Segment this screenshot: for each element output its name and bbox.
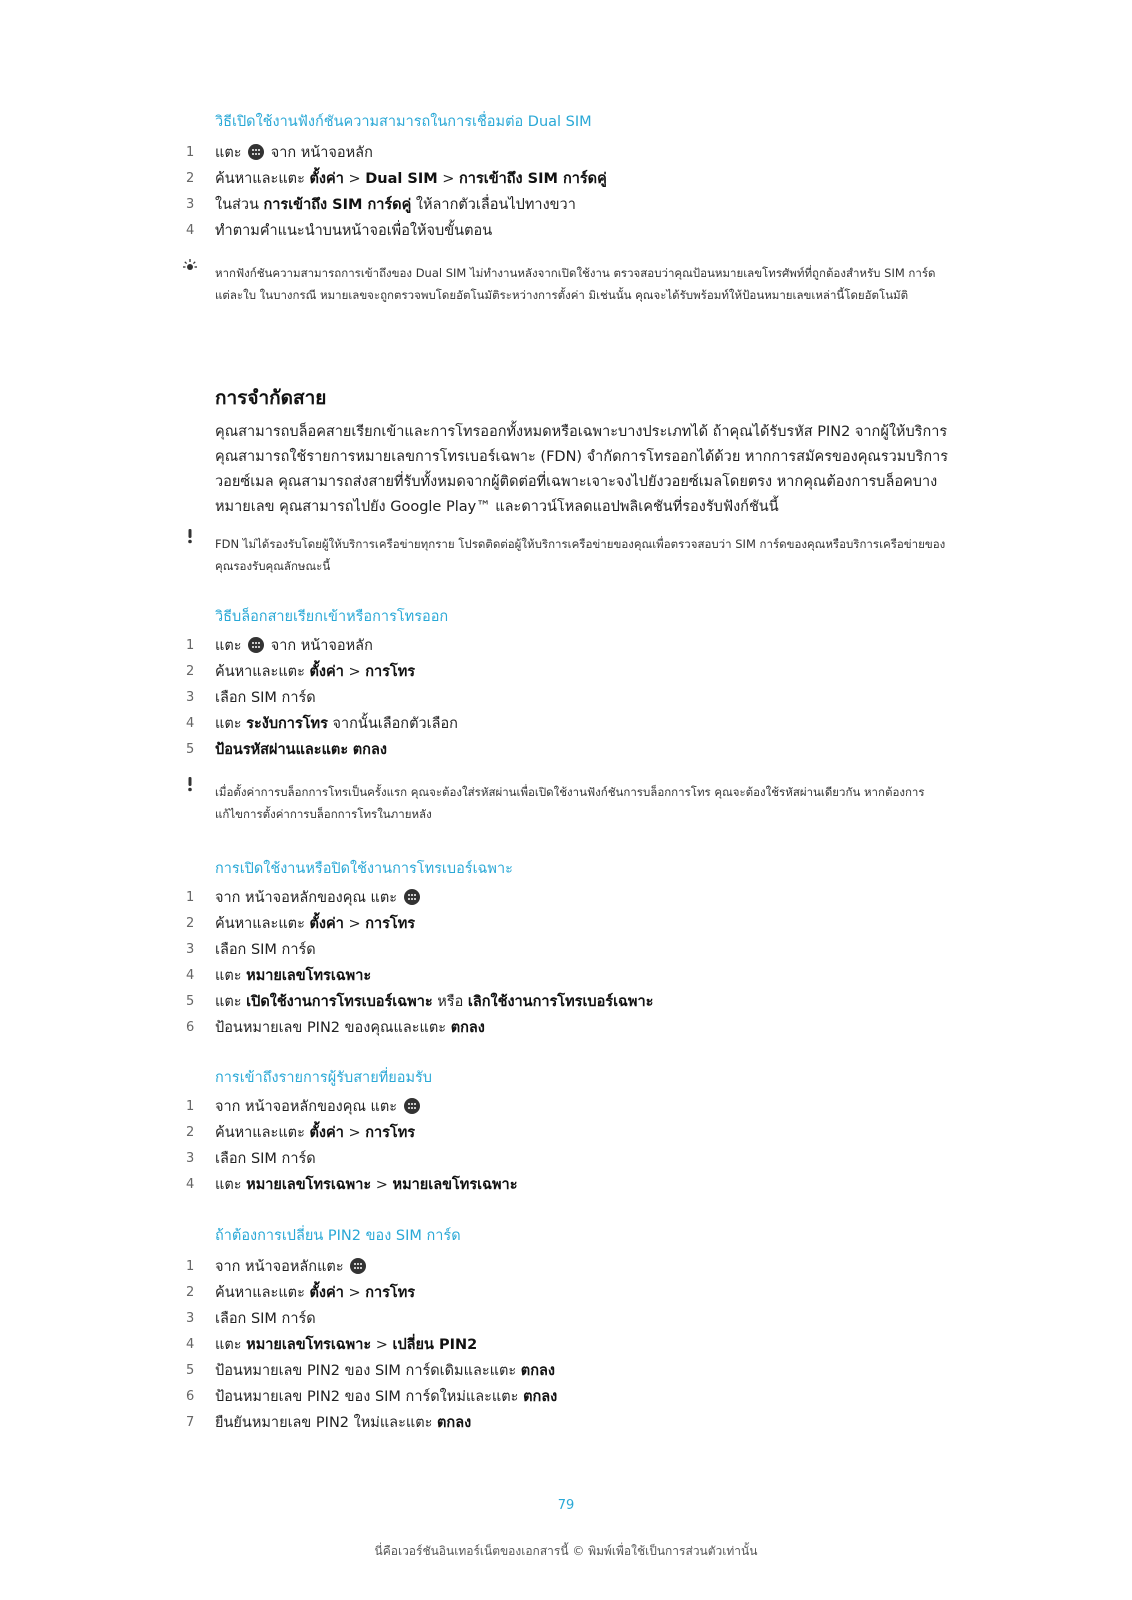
step-item [180, 1384, 940, 1410]
step-number: 3 [186, 690, 195, 705]
steps-accepted-list [180, 1094, 940, 1198]
step-text: แตะ [215, 638, 242, 654]
step-number: 4 [186, 223, 195, 238]
step-number: 4 [186, 1337, 195, 1352]
menu-path-settings: ตั้งค่า [309, 1285, 344, 1301]
step-item [180, 1280, 940, 1306]
step-text: แตะ [215, 994, 242, 1010]
note-block: เมื่อตั้งค่าการบล็อกการโทรเป็นครั้งแรก คุณจะต้องใส่รหัสผ่านเพื่อเปิดใช้งานฟังก์ชันการบล็อกการโทร คุณจะต้องใช้รหัสผ่านเดียวกัน หากต้องการแก้ไขการตั้งค่าการบล็อกการโทรในภายหลัง [215, 785, 925, 821]
step-item [180, 1332, 940, 1358]
step-text: แตะ [215, 716, 242, 732]
menu-path-dual-sim: Dual SIM [365, 171, 438, 187]
step-item [180, 1306, 940, 1332]
step-item [180, 989, 940, 1015]
step-text: แตะ [215, 145, 242, 161]
step-item [180, 711, 940, 737]
menu-path-ok: ตกลง [437, 1415, 472, 1431]
step-item [180, 963, 940, 989]
restrict-paragraph: คุณสามารถบล็อคสายเรียกเข้าและการโทรออกทั้งหมดหรือเฉพาะบางประเภทได้ ถ้าคุณได้รับรหัส PIN2 จากผู้ให้บริการ คุณสามารถใช้รายการหมายเลขการโทรเบอร์เฉพาะ (FDN) จำกัดการโทรออกได้ด้วย หากการสมัครของคุณรวมบริการวอยซ์เมล คุณสามารถส่งสายที่รับทั้งหมดจากผู้ติดต่อที่เฉพาะเจาะจงไปยังวอยซ์เมลโดยตรง หากคุณต้องการบล็อคบางหมายเลข คุณสามารถไปยัง Google Play™ และดาวน์โหลดแอปพลิเคชันที่รองรับฟังก์ชันนี้ [215, 424, 949, 515]
menu-path-settings: ตั้งค่า [309, 916, 344, 932]
step-number: 4 [186, 968, 195, 983]
path-separator: > [348, 664, 361, 680]
menu-path-ok: ตกลง [523, 1389, 558, 1405]
step-number: 5 [186, 1363, 195, 1378]
tip-dual-sim: หากฟังก์ชันความสามารถการเข้าถึงของ Dual SIM ไม่ทำงานหลังจากเปิดใช้งาน ตรวจสอบว่าคุณป้อนหมายเลขโทรศัพท์ที่ถูกต้องสำหรับ SIM การ์ดแต่ละใบ ในบางกรณี หมายเลขจะถูกตรวจพบโดยอัตโนมัติระหว่างการตั้งค่า มิเช่นนั้น คุณจะได้รับพร้อมท์ให้ป้อนหมายเลขเหล่านี้โดยอัตโนมัติ [215, 266, 936, 302]
menu-path-enable-fdn: เปิดใช้งานการโทรเบอร์เฉพาะ [246, 994, 433, 1010]
step-item [180, 685, 940, 711]
step-item [180, 166, 940, 192]
steps-change-pin2 [180, 1254, 940, 1436]
step-number: 1 [186, 890, 195, 905]
step-number: 4 [186, 1177, 195, 1192]
step-text: หรือ [437, 994, 464, 1010]
step-text: ยืนยันหมายเลข PIN2 ใหม่และแตะ [215, 1415, 433, 1431]
step-item [180, 737, 940, 763]
step-number: 5 [186, 994, 195, 1009]
step-item [180, 1120, 940, 1146]
step-text: ป้อนหมายเลข PIN2 ของคุณและแตะ [215, 1020, 447, 1036]
step-number: 5 [186, 742, 195, 757]
step-text: เลือก SIM การ์ด [215, 1311, 316, 1327]
step-text: ป้อนหมายเลข PIN2 ของ SIM การ์ดใหม่และแตะ [215, 1389, 519, 1405]
step-text: จาก หน้าจอหลักของคุณ แตะ [215, 1099, 398, 1115]
step-item [180, 937, 940, 963]
step-text: จาก หน้าจอหลัก [270, 638, 373, 654]
step-text: ค้นหาและแตะ [215, 664, 305, 680]
step-item [180, 1015, 940, 1041]
step-item [180, 1146, 940, 1172]
menu-path-call-barring: ระงับการโทร [246, 716, 328, 732]
step-bold: การเข้าถึง SIM การ์ดคู่ [263, 197, 412, 213]
path-separator: > [348, 1125, 361, 1141]
menu-path-fdn: หมายเลขโทรเฉพาะ [392, 1177, 518, 1193]
menu-path-ok: ตกลง [520, 1363, 555, 1379]
note-fdn: FDN ไม่ได้รองรับโดยผู้ให้บริการเครือข่ายทุกราย โปรดติดต่อผู้ให้บริการเครือข่ายของคุณเพื่อตรวจสอบว่า SIM การ์ดของคุณหรือบริการเครือข่ายของคุณรองรับคุณลักษณะนี้ [215, 537, 946, 573]
step-text: จาก หน้าจอหลักแตะ [215, 1259, 344, 1275]
menu-path-calls: การโทร [365, 916, 416, 932]
path-separator: > [348, 171, 361, 187]
step-text: ค้นหาและแตะ [215, 1285, 305, 1301]
menu-path-fdn: หมายเลขโทรเฉพาะ [246, 968, 372, 984]
step-item [180, 1358, 940, 1384]
path-separator: > [442, 171, 455, 187]
step-number: 6 [186, 1020, 195, 1035]
step-number: 3 [186, 1151, 195, 1166]
section-heading-change-pin2: ถ้าต้องการเปลี่ยน PIN2 ของ SIM การ์ด [215, 1228, 461, 1244]
step-text: ค้นหาและแตะ [215, 1125, 305, 1141]
menu-path-settings: ตั้งค่า [309, 1125, 344, 1141]
menu-path-calls: การโทร [365, 1285, 416, 1301]
step-text: ป้อนหมายเลข PIN2 ของ SIM การ์ดเดิมและแตะ [215, 1363, 517, 1379]
apps-icon [248, 637, 264, 653]
lightbulb-icon [182, 258, 198, 274]
step-text: ทำตามคำแนะนำบนหน้าจอเพื่อให้จบขั้นตอน [215, 223, 493, 239]
step-text: จาก หน้าจอหลัก [270, 145, 373, 161]
menu-path-calls: การโทร [365, 664, 416, 680]
apps-icon [350, 1258, 366, 1274]
path-separator: > [348, 916, 361, 932]
step-text: ให้ลากตัวเลื่อนไปทางขวา [415, 197, 576, 213]
step-number: 2 [186, 916, 195, 931]
step-item [180, 1410, 940, 1436]
step-item [180, 885, 940, 911]
path-separator: > [348, 1285, 361, 1301]
step-number: 3 [186, 1311, 195, 1326]
menu-path-dual-sim-access: การเข้าถึง SIM การ์ดคู่ [459, 171, 607, 187]
step-text: ค้นหาและแตะ [215, 916, 305, 932]
section-title-restrict: การจำกัดสาย [215, 387, 327, 409]
step-text: เลือก SIM การ์ด [215, 1151, 316, 1167]
path-separator: > [375, 1177, 388, 1193]
apps-icon [248, 144, 264, 160]
step-number: 1 [186, 145, 195, 160]
step-item [180, 1254, 940, 1280]
step-item [180, 633, 940, 659]
step-number: 1 [186, 638, 195, 653]
step-bold: ป้อนรหัสผ่านและแตะ [215, 742, 349, 758]
step-number: 1 [186, 1259, 195, 1274]
step-item [180, 911, 940, 937]
footer-note: นี่คือเวอร์ชันอินเทอร์เน็ตของเอกสารนี้ © พิมพ์เพื่อใช้เป็นการส่วนตัวเท่านั้น [374, 1544, 758, 1558]
step-number: 2 [186, 1125, 195, 1140]
step-text: ค้นหาและแตะ [215, 171, 305, 187]
menu-path-ok: ตกลง [450, 1020, 485, 1036]
section-heading-dual-sim: วิธีเปิดใช้งานฟังก์ชันความสามารถในการเชื่อมต่อ Dual SIM [215, 114, 592, 130]
menu-path-change-pin2: เปลี่ยน PIN2 [392, 1337, 478, 1353]
step-item [180, 659, 940, 685]
step-item [180, 1172, 940, 1198]
step-number: 7 [186, 1415, 195, 1430]
step-item [180, 192, 940, 218]
step-text: ในส่วน [215, 197, 259, 213]
step-item [180, 140, 940, 166]
path-separator: > [375, 1337, 388, 1353]
step-text: จาก หน้าจอหลักของคุณ แตะ [215, 890, 398, 906]
step-number: 2 [186, 171, 195, 186]
page-number: 79 [557, 1498, 575, 1513]
section-heading-block: วิธีบล็อกสายเรียกเข้าหรือการโทรออก [215, 609, 449, 625]
step-number: 6 [186, 1389, 195, 1404]
steps-fdn-toggle [180, 885, 940, 1041]
menu-path-ok: ตกลง [352, 742, 387, 758]
exclamation-icon [182, 528, 198, 544]
section-heading-fdn-toggle: การเปิดใช้งานหรือปิดใช้งานการโทรเบอร์เฉพาะ [215, 861, 513, 877]
menu-path-disable-fdn: เลิกใช้งานการโทรเบอร์เฉพาะ [467, 994, 654, 1010]
step-number: 2 [186, 664, 195, 679]
step-number: 3 [186, 942, 195, 957]
step-item [180, 1094, 940, 1120]
step-text: เลือก SIM การ์ด [215, 690, 316, 706]
section-heading-accepted-list: การเข้าถึงรายการผู้รับสายที่ยอมรับ [215, 1070, 433, 1086]
menu-path-settings: ตั้งค่า [309, 171, 344, 187]
step-number: 2 [186, 1285, 195, 1300]
menu-path-fdn: หมายเลขโทรเฉพาะ [246, 1337, 372, 1353]
steps-block [180, 633, 940, 763]
step-text: เลือก SIM การ์ด [215, 942, 316, 958]
exclamation-icon [182, 776, 198, 792]
menu-path-settings: ตั้งค่า [309, 664, 344, 680]
menu-path-fdn: หมายเลขโทรเฉพาะ [246, 1177, 372, 1193]
step-number: 3 [186, 197, 195, 212]
apps-icon [404, 889, 420, 905]
apps-icon [404, 1098, 420, 1114]
step-text: แตะ [215, 968, 242, 984]
step-number: 4 [186, 716, 195, 731]
step-number: 1 [186, 1099, 195, 1114]
steps-dual-sim [180, 140, 940, 244]
step-text: จากนั้นเลือกตัวเลือก [332, 716, 458, 732]
step-text: แตะ [215, 1177, 242, 1193]
step-item [180, 218, 940, 244]
menu-path-calls: การโทร [365, 1125, 416, 1141]
step-text: แตะ [215, 1337, 242, 1353]
